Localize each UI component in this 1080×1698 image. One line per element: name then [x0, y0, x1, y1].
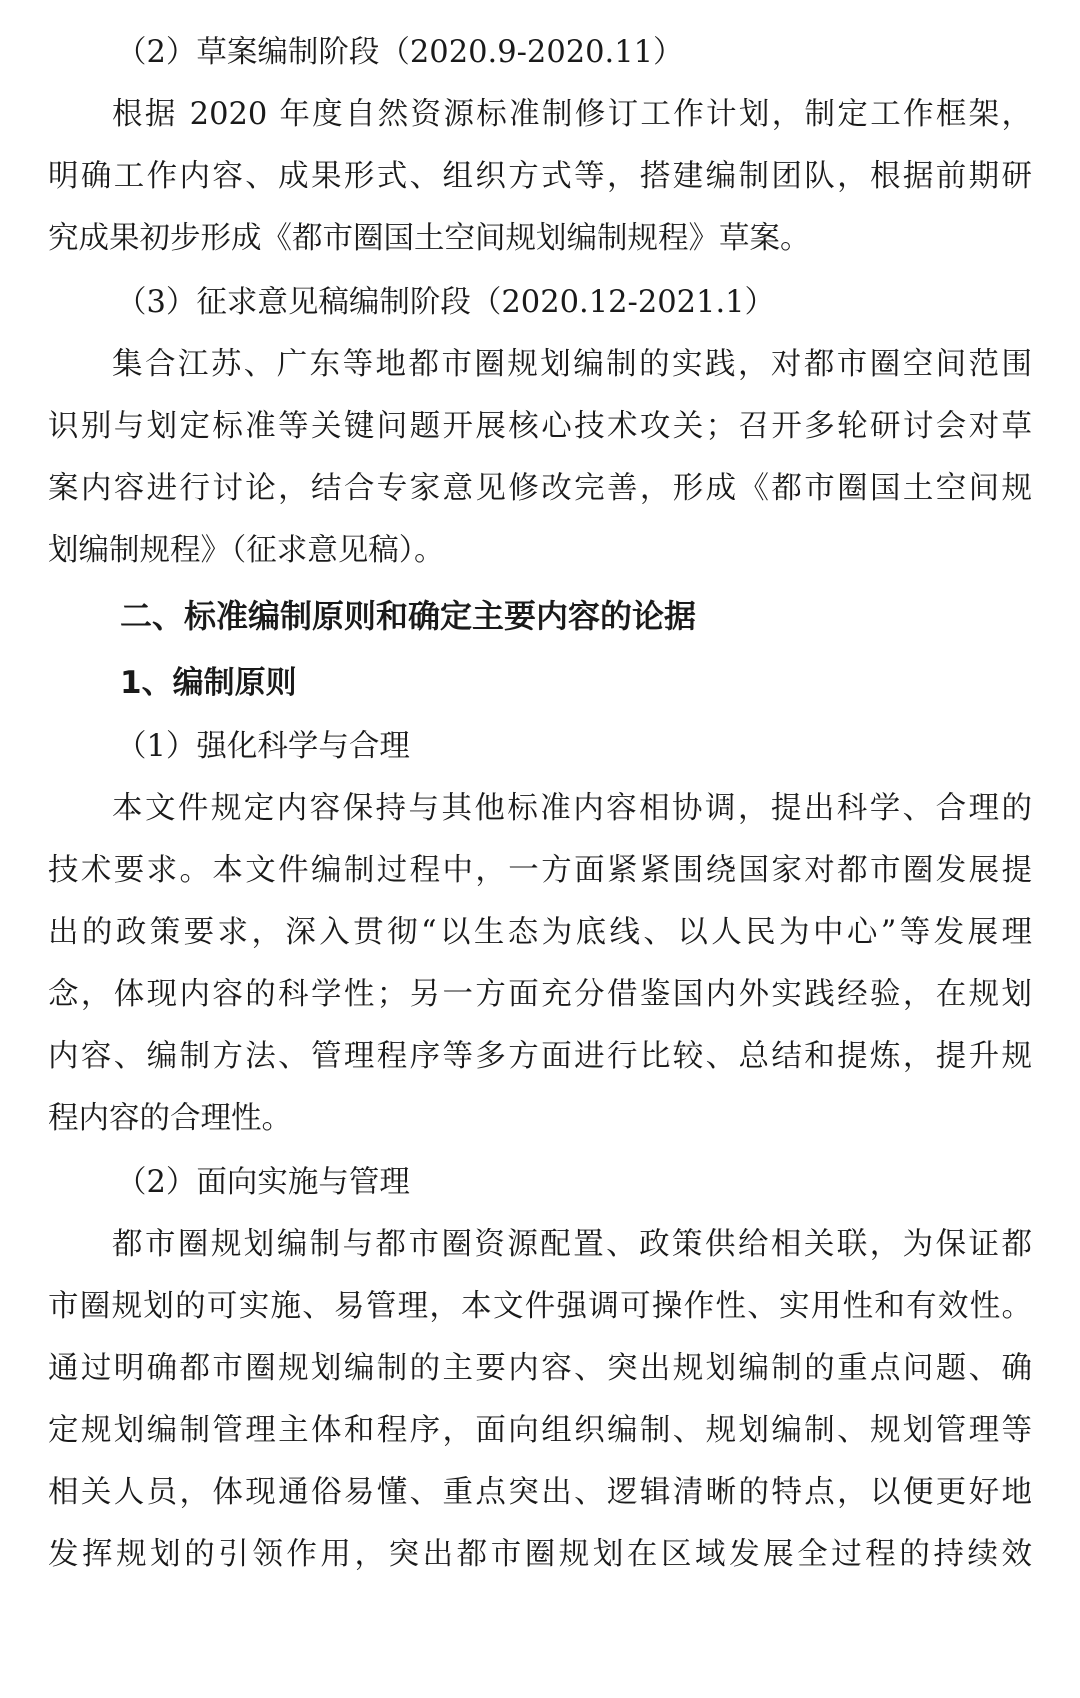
principles-title: 1、编制原则 [120, 665, 297, 701]
principle-implement-heading: （2）面向实施与管理 [116, 1165, 410, 1200]
principle-implement-paragraph [48, 1214, 1032, 1586]
paragraph-line: 根据 2020 年度自然资源标准制修订工作计划，制定工作框架， [112, 97, 1032, 132]
paragraph-line: 通过明确都市圈规划编制的主要内容、突出规划编制的重点问题、确 [48, 1351, 1032, 1386]
paragraph-line: 集合江苏、广东等地都市圈规划编制的实践，对都市圈空间范围 [112, 347, 1032, 382]
paragraph-line: 明确工作内容、成果形式、组织方式等，搭建编制团队，根据前期研 [48, 159, 1032, 194]
draft-stage-heading: （2）草案编制阶段（2020.9-2020.11） [116, 35, 684, 70]
draft-stage-paragraph [48, 84, 1032, 270]
principle-science-heading: （1）强化科学与合理 [116, 729, 410, 764]
consult-stage-paragraph [48, 334, 1032, 582]
paragraph-line: 出的政策要求，深入贯彻“以生态为底线、以人民为中心”等发展理 [48, 915, 1032, 950]
paragraph-line: 技术要求。本文件编制过程中，一方面紧紧围绕国家对都市圈发展提 [48, 853, 1032, 888]
chapter-two-title: 二、标准编制原则和确定主要内容的论据 [120, 597, 697, 635]
paragraph-line: 本文件规定内容保持与其他标准内容相协调，提出科学、合理的 [112, 791, 1032, 826]
paragraph-line: 划编制规程》（征求意见稿）。 [48, 533, 445, 568]
paragraph-line: 发挥规划的引领作用，突出都市圈规划在区域发展全过程的持续效 [48, 1537, 1032, 1572]
paragraph-line: 案内容进行讨论，结合专家意见修改完善，形成《都市圈国土空间规 [48, 471, 1032, 506]
paragraph-line: 识别与划定标准等关键问题开展核心技术攻关；召开多轮研讨会对草 [48, 409, 1032, 444]
paragraph-line: 内容、编制方法、管理程序等多方面进行比较、总结和提炼，提升规 [48, 1039, 1032, 1074]
paragraph-line: 念，体现内容的科学性；另一方面充分借鉴国内外实践经验，在规划 [48, 977, 1032, 1012]
paragraph-line: 相关人员，体现通俗易懂、重点突出、逻辑清晰的特点，以便更好地 [48, 1475, 1032, 1510]
paragraph-line: 市圈规划的可实施、易管理，本文件强调可操作性、实用性和有效性。 [48, 1289, 1032, 1324]
consult-stage-heading: （3）征求意见稿编制阶段（2020.12-2021.1） [116, 285, 776, 320]
principle-science-paragraph [48, 778, 1032, 1150]
paragraph-line: 究成果初步形成《都市圈国土空间规划编制规程》草案。 [48, 221, 811, 256]
paragraph-line: 定规划编制管理主体和程序，面向组织编制、规划编制、规划管理等 [48, 1413, 1032, 1448]
paragraph-line: 都市圈规划编制与都市圈资源配置、政策供给相关联，为保证都 [112, 1227, 1032, 1262]
paragraph-line: 程内容的合理性。 [48, 1101, 292, 1136]
